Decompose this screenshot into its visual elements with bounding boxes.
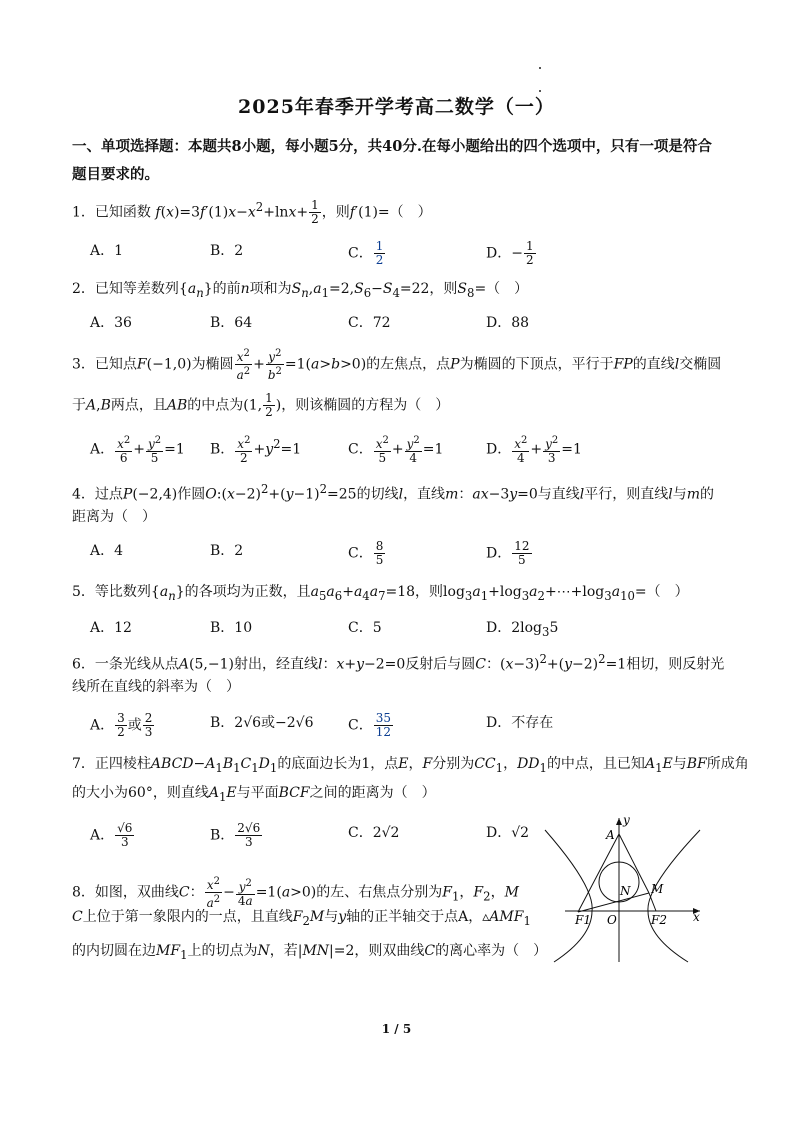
question-1: 1．已知函数 $f(x)=3f'(1)x-x^2+\ln x+$ $\frac{1}{2}$ ，则f′(1)=（ ） xyxy=(72,198,432,227)
question-7-line-2: 的大小为60°，则直线$A_1E$与平面BCF之间的距离为（ ） xyxy=(72,785,436,804)
question-1-options xyxy=(90,240,630,270)
hyperbola-figure xyxy=(540,812,705,964)
option-d[interactable]: D．不存在 xyxy=(486,715,554,731)
question-3-line-2: 于A,B两点，且AB的中点为(1, $\frac{1}{2}$ )，则该椭圆的方程为（ ） xyxy=(72,391,450,419)
option-a[interactable]: A．36 xyxy=(90,315,132,331)
option-b[interactable]: B． $\frac{2√6}{3}$ xyxy=(210,821,261,849)
question-6-line-1: 6．一条光线从点A(5,−1)射出，经直线l：x+y−2=0反射后与圆C：$(x-3)^2+(y-2)^2=1$相切，则反射光 xyxy=(72,652,725,673)
y-axis-arrow xyxy=(616,818,622,825)
question-6-options xyxy=(90,712,630,742)
option-d[interactable]: D．− $\frac{1}{2}$ xyxy=(486,239,534,267)
option-b[interactable]: B．10 xyxy=(210,620,253,636)
option-c[interactable]: C． $\frac{1}{2}$ xyxy=(348,239,384,267)
question-5-options xyxy=(90,617,630,647)
question-2-options xyxy=(90,312,630,342)
option-d[interactable]: D．$2\log_35$ xyxy=(486,620,559,639)
option-a[interactable]: A．4 xyxy=(90,543,124,559)
section-heading: 一、单项选择题：本题共8小题，每小题5分，共40分.在每小题给出的四个选项中，只有一项是符合题目要求的。 xyxy=(72,138,712,183)
option-c[interactable]: C．72 xyxy=(348,315,391,331)
label-y: y xyxy=(623,813,630,827)
label-N: N xyxy=(620,884,631,898)
option-c[interactable]: C．5 xyxy=(348,620,382,636)
question-4-line-2: 距离为（ ） xyxy=(72,509,156,525)
question-3-line-1: 3．已知点F(−1,0)为椭圆 $\frac{x^2}{a^2}$ + $\frac{y^2}{b^2}$ =1(a>b>0)的左焦点，点P为椭圆的下顶点，平行于FP的直线l交椭圆 xyxy=(72,348,722,382)
option-a[interactable]: A． $\frac{x^2}{6}$ + $\frac{y^2}{5}$ =1 xyxy=(90,435,185,465)
scan-dot xyxy=(539,67,541,69)
option-c[interactable]: C．2√2 xyxy=(348,825,400,841)
option-b[interactable]: B．2 xyxy=(210,243,244,259)
option-d[interactable]: D． $\frac{x^2}{4}$ + $\frac{y^2}{3}$ =1 xyxy=(486,435,582,465)
option-c[interactable]: C． $\frac{8}{5}$ xyxy=(348,539,384,567)
question-8-line-3: 的内切圆在边$MF_1$上的切点为N，若|MN|=2，则双曲线C的离心率为（ ） xyxy=(72,943,548,962)
label-M: M xyxy=(651,882,664,896)
question-5: 5．等比数列$\{a_n\}$的各项均为正数，且$a_5a_6+a_4a_7=18$，则$\log_3a_1+\log_3a_2+\cdots+\log_3a_{10}=$（ ） xyxy=(72,584,689,603)
option-c[interactable]: C． $\frac{35}{12}$ xyxy=(348,711,391,739)
left-branch xyxy=(545,830,592,962)
label-O: O xyxy=(607,913,617,927)
option-a[interactable]: A． $\frac{3}{2}$ 或 $\frac{2}{3}$ xyxy=(90,711,153,739)
question-8-line-1: 8．如图，双曲线C： $\frac{x^2}{a^2}$ − $\frac{y^2}{4a}$ =1(a>0)的左、右焦点分别为$F_1$，$F_2$，M xyxy=(72,876,519,910)
label-A: A xyxy=(606,828,615,842)
option-a[interactable]: A．1 xyxy=(90,243,124,259)
line-F1M xyxy=(578,893,649,912)
question-4-line-1: 4．过点P(−2,4)作圆$O:(x-2)^2+(y-1)^2=25$的切线l，直线m：ax−3y=0与直线l平行，则直线l与m的 xyxy=(72,482,715,503)
label-x: x xyxy=(693,910,700,924)
right-branch xyxy=(648,830,700,962)
label-F1: F1 xyxy=(575,913,591,927)
option-b[interactable]: B． $\frac{x^2}{2}$ $+y^2=1$ xyxy=(210,435,302,465)
option-b[interactable]: B．64 xyxy=(210,315,253,331)
question-4-options xyxy=(90,540,630,570)
line-AF1 xyxy=(578,834,619,912)
option-c[interactable]: C． $\frac{x^2}{5}$ + $\frac{y^2}{4}$ =1 xyxy=(348,435,444,465)
option-d[interactable]: D．88 xyxy=(486,315,530,331)
option-a[interactable]: A．12 xyxy=(90,620,132,636)
page-number: 1 / 5 xyxy=(381,1022,412,1036)
question-2: 2．已知等差数列$\{a_n\}$的前n项和为$S_n,a_1=2,S_6-S_4=22$，则$S_8=$（ ） xyxy=(72,281,529,300)
option-b[interactable]: B．2√6或−2√6 xyxy=(210,715,314,731)
option-a[interactable]: A． $\frac{√6}{3}$ xyxy=(90,821,133,849)
exam-title: 2025年春季开学考高二数学（一） xyxy=(238,96,555,118)
question-8-line-2: C上位于第一象限内的一点，且直线$F_2M$与y轴的正半轴交于点A，$▵AMF_1$ xyxy=(72,909,531,928)
question-7-line-1: 7．正四棱柱$ABCD-A_1B_1C_1D_1$的底面边长为1，点E，F分别为$CC_1$，$DD_1$的中点，且已知$A_1E$与BF所成角 xyxy=(72,756,749,775)
option-b[interactable]: B．2 xyxy=(210,543,244,559)
question-6-line-2: 线所在直线的斜率为（ ） xyxy=(72,679,240,695)
option-d[interactable]: D．√2 xyxy=(486,825,530,841)
question-3-options xyxy=(90,434,630,464)
label-F2: F2 xyxy=(651,913,667,927)
option-d[interactable]: D． $\frac{12}{5}$ xyxy=(486,539,530,567)
